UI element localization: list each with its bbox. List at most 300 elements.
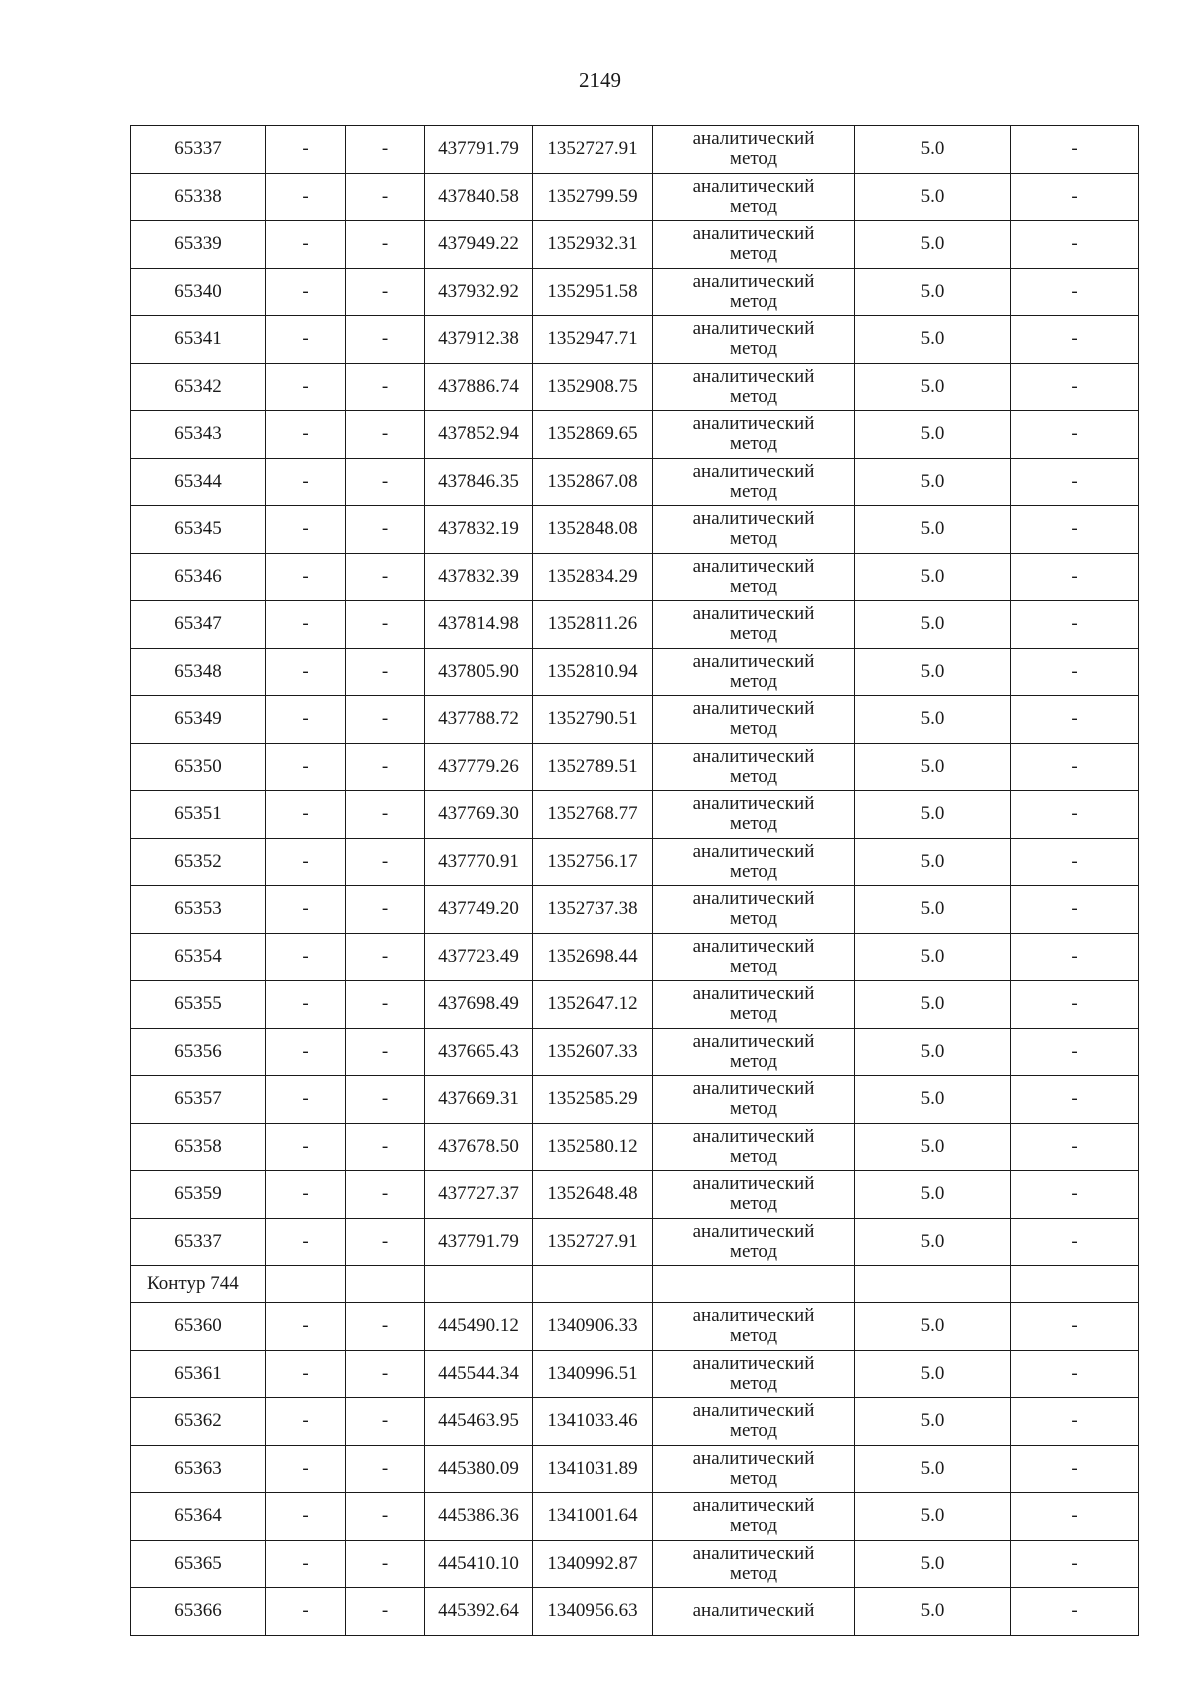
col2-cell: - [266,363,346,411]
accuracy-cell: 5.0 [855,506,1011,554]
table-row [131,1123,1139,1171]
method-line-2: метод [729,1372,778,1394]
method-cell [653,221,855,269]
accuracy-cell: 5.0 [855,1445,1011,1493]
method-line-1: аналитический [692,1600,815,1622]
y-coordinate-cell: 1352790.51 [533,696,653,744]
method-line-2: метод [729,1098,778,1120]
method-cell [653,1540,855,1588]
x-coordinate-cell: 437805.90 [425,648,533,696]
col2-cell: - [266,1303,346,1351]
col2-cell: - [266,126,346,174]
col3-cell: - [346,1493,425,1541]
x-coordinate-cell: 437698.49 [425,981,533,1029]
y-coordinate-cell: 1352834.29 [533,553,653,601]
table-row [131,268,1139,316]
method-cell [653,791,855,839]
last-col-cell: - [1011,316,1139,364]
method-line-1: аналитический [692,603,815,625]
accuracy-cell: 5.0 [855,126,1011,174]
y-coordinate-cell: 1352580.12 [533,1123,653,1171]
col2-cell: - [266,1171,346,1219]
method-line-1: аналитический [692,1400,815,1422]
table-row [131,981,1139,1029]
contour-label: Контур 744 [131,1266,266,1303]
last-col-cell: - [1011,886,1139,934]
y-coordinate-cell: 1352607.33 [533,1028,653,1076]
method-cell [653,886,855,934]
accuracy-cell: 5.0 [855,1398,1011,1446]
x-coordinate-cell: 445392.64 [425,1588,533,1636]
col3-cell: - [346,743,425,791]
accuracy-cell: 5.0 [855,1123,1011,1171]
method-line-2: метод [729,290,778,312]
page-number: 2149 [579,68,621,92]
method-line-1: аналитический [692,745,815,767]
last-col-cell: - [1011,1076,1139,1124]
point-id-cell: 65360 [131,1303,266,1351]
col2-cell: - [266,1028,346,1076]
col2-cell: - [266,173,346,221]
method-cell [653,553,855,601]
col3-cell: - [346,696,425,744]
method-cell [653,1398,855,1446]
method-cell [653,316,855,364]
table-row [131,553,1139,601]
x-coordinate-cell: 437749.20 [425,886,533,934]
method-line-2: метод [729,575,778,597]
empty-cell [346,1266,425,1303]
accuracy-cell: 5.0 [855,553,1011,601]
empty-cell [266,1266,346,1303]
method-line-1: аналитический [692,1220,815,1242]
x-coordinate-cell: 437932.92 [425,268,533,316]
x-coordinate-cell: 437791.79 [425,126,533,174]
point-id-cell: 65345 [131,506,266,554]
col3-cell: - [346,1303,425,1351]
accuracy-cell: 5.0 [855,268,1011,316]
x-coordinate-cell: 437769.30 [425,791,533,839]
y-coordinate-cell: 1341031.89 [533,1445,653,1493]
col3-cell: - [346,933,425,981]
method-line-2: метод [729,528,778,550]
point-id-cell: 65353 [131,886,266,934]
x-coordinate-cell: 445463.95 [425,1398,533,1446]
col2-cell: - [266,1493,346,1541]
point-id-cell: 65338 [131,173,266,221]
last-col-cell: - [1011,221,1139,269]
empty-cell [533,1266,653,1303]
col3-cell: - [346,411,425,459]
table-row [131,506,1139,554]
col3-cell: - [346,1171,425,1219]
x-coordinate-cell: 437886.74 [425,363,533,411]
col2-cell: - [266,316,346,364]
accuracy-cell: 5.0 [855,411,1011,459]
point-id-cell: 65365 [131,1540,266,1588]
method-line-1: аналитический [692,1352,815,1374]
method-line-1: аналитический [692,1125,815,1147]
col2-cell: - [266,648,346,696]
accuracy-cell: 5.0 [855,458,1011,506]
point-id-cell: 65343 [131,411,266,459]
method-line-2: метод [729,1193,778,1215]
col2-cell: - [266,743,346,791]
method-line-1: аналитический [692,365,815,387]
accuracy-cell: 5.0 [855,173,1011,221]
col2-cell: - [266,933,346,981]
col3-cell: - [346,1076,425,1124]
accuracy-cell: 5.0 [855,601,1011,649]
method-cell [653,1028,855,1076]
point-id-cell: 65363 [131,1445,266,1493]
y-coordinate-cell: 1341001.64 [533,1493,653,1541]
method-line-1: аналитический [692,793,815,815]
x-coordinate-cell: 437846.35 [425,458,533,506]
table-row [131,1218,1139,1266]
accuracy-cell: 5.0 [855,933,1011,981]
point-id-cell: 65347 [131,601,266,649]
method-line-2: метод [729,1050,778,1072]
col2-cell: - [266,411,346,459]
accuracy-cell: 5.0 [855,1171,1011,1219]
point-id-cell: 65340 [131,268,266,316]
y-coordinate-cell: 1352869.65 [533,411,653,459]
x-coordinate-cell: 437665.43 [425,1028,533,1076]
col3-cell: - [346,553,425,601]
y-coordinate-cell: 1341033.46 [533,1398,653,1446]
accuracy-cell: 5.0 [855,1350,1011,1398]
method-line-2: метод [729,1145,778,1167]
last-col-cell: - [1011,1171,1139,1219]
method-cell [653,981,855,1029]
x-coordinate-cell: 437669.31 [425,1076,533,1124]
y-coordinate-cell: 1352867.08 [533,458,653,506]
accuracy-cell: 5.0 [855,696,1011,744]
last-col-cell: - [1011,363,1139,411]
method-line-2: метод [729,623,778,645]
last-col-cell: - [1011,601,1139,649]
col3-cell: - [346,1350,425,1398]
method-cell [653,1123,855,1171]
col3-cell: - [346,648,425,696]
table-row [131,1303,1139,1351]
last-col-cell: - [1011,1398,1139,1446]
table-row [131,363,1139,411]
accuracy-cell: 5.0 [855,886,1011,934]
col3-cell: - [346,791,425,839]
point-id-cell: 65359 [131,1171,266,1219]
y-coordinate-cell: 1352698.44 [533,933,653,981]
y-coordinate-cell: 1352908.75 [533,363,653,411]
method-line-2: метод [729,385,778,407]
method-line-1: аналитический [692,698,815,720]
method-cell [653,1303,855,1351]
last-col-cell: - [1011,1540,1139,1588]
x-coordinate-cell: 437791.79 [425,1218,533,1266]
accuracy-cell: 5.0 [855,1588,1011,1636]
method-line-2: метод [729,908,778,930]
method-line-2: метод [729,1467,778,1489]
method-line-2: метод [729,718,778,740]
table-row [131,743,1139,791]
col3-cell: - [346,601,425,649]
x-coordinate-cell: 437814.98 [425,601,533,649]
last-col-cell: - [1011,173,1139,221]
last-col-cell: - [1011,981,1139,1029]
table-row [131,648,1139,696]
col2-cell: - [266,886,346,934]
method-cell [653,1076,855,1124]
point-id-cell: 65341 [131,316,266,364]
col2-cell: - [266,838,346,886]
x-coordinate-cell: 445544.34 [425,1350,533,1398]
method-cell [653,458,855,506]
col2-cell: - [266,221,346,269]
col2-cell: - [266,1076,346,1124]
method-line-1: аналитический [692,460,815,482]
last-col-cell: - [1011,1493,1139,1541]
last-col-cell: - [1011,268,1139,316]
table-row [131,1350,1139,1398]
method-line-1: аналитический [692,413,815,435]
method-line-1: аналитический [692,650,815,672]
method-line-2: метод [729,1325,778,1347]
col3-cell: - [346,1398,425,1446]
method-line-2: метод [729,1515,778,1537]
table-row [131,696,1139,744]
table-row [131,316,1139,364]
x-coordinate-cell: 437852.94 [425,411,533,459]
col3-cell: - [346,1445,425,1493]
point-id-cell: 65361 [131,1350,266,1398]
point-id-cell: 65337 [131,1218,266,1266]
method-cell [653,506,855,554]
method-cell [653,268,855,316]
col2-cell: - [266,553,346,601]
point-id-cell: 65354 [131,933,266,981]
point-id-cell: 65337 [131,126,266,174]
method-line-1: аналитический [692,270,815,292]
col3-cell: - [346,363,425,411]
accuracy-cell: 5.0 [855,743,1011,791]
method-line-1: аналитический [692,1495,815,1517]
method-line-2: метод [729,480,778,502]
method-line-2: метод [729,765,778,787]
method-line-1: аналитический [692,1447,815,1469]
col2-cell: - [266,791,346,839]
y-coordinate-cell: 1352768.77 [533,791,653,839]
col2-cell: - [266,506,346,554]
accuracy-cell: 5.0 [855,791,1011,839]
x-coordinate-cell: 445380.09 [425,1445,533,1493]
method-line-2: метод [729,1003,778,1025]
col3-cell: - [346,458,425,506]
table-row [131,838,1139,886]
last-col-cell: - [1011,933,1139,981]
last-col-cell: - [1011,838,1139,886]
y-coordinate-cell: 1352727.91 [533,126,653,174]
accuracy-cell: 5.0 [855,648,1011,696]
method-line-1: аналитический [692,175,815,197]
table-row [131,1588,1139,1636]
col2-cell: - [266,981,346,1029]
point-id-cell: 65351 [131,791,266,839]
y-coordinate-cell: 1352951.58 [533,268,653,316]
col3-cell: - [346,126,425,174]
method-cell [653,1493,855,1541]
x-coordinate-cell: 445490.12 [425,1303,533,1351]
method-cell [653,933,855,981]
last-col-cell: - [1011,411,1139,459]
method-line-2: метод [729,1562,778,1584]
point-id-cell: 65364 [131,1493,266,1541]
table-row [131,126,1139,174]
last-col-cell: - [1011,1028,1139,1076]
col2-cell: - [266,1218,346,1266]
point-id-cell: 65349 [131,696,266,744]
x-coordinate-cell: 445410.10 [425,1540,533,1588]
y-coordinate-cell: 1352789.51 [533,743,653,791]
point-id-cell: 65352 [131,838,266,886]
col3-cell: - [346,981,425,1029]
empty-cell [425,1266,533,1303]
col2-cell: - [266,268,346,316]
method-line-2: метод [729,670,778,692]
col3-cell: - [346,1218,425,1266]
table-row [131,1076,1139,1124]
last-col-cell: - [1011,1588,1139,1636]
last-col-cell: - [1011,648,1139,696]
col2-cell: - [266,1588,346,1636]
method-cell [653,1350,855,1398]
table-row [131,791,1139,839]
y-coordinate-cell: 1352727.91 [533,1218,653,1266]
col3-cell: - [346,1028,425,1076]
last-col-cell: - [1011,553,1139,601]
col3-cell: - [346,1588,425,1636]
last-col-cell: - [1011,791,1139,839]
col3-cell: - [346,221,425,269]
empty-cell [1011,1266,1139,1303]
point-id-cell: 65356 [131,1028,266,1076]
col3-cell: - [346,268,425,316]
method-line-1: аналитический [692,840,815,862]
y-coordinate-cell: 1352585.29 [533,1076,653,1124]
last-col-cell: - [1011,1445,1139,1493]
method-cell [653,173,855,221]
x-coordinate-cell: 437788.72 [425,696,533,744]
table-row [131,1540,1139,1588]
method-line-2: метод [729,338,778,360]
col2-cell: - [266,1398,346,1446]
method-line-2: метод [729,433,778,455]
col2-cell: - [266,1540,346,1588]
y-coordinate-cell: 1352647.12 [533,981,653,1029]
point-id-cell: 65342 [131,363,266,411]
empty-cell [855,1266,1011,1303]
table-row [131,221,1139,269]
table-row [131,173,1139,221]
point-id-cell: 65366 [131,1588,266,1636]
x-coordinate-cell: 437678.50 [425,1123,533,1171]
method-line-1: аналитический [692,1173,815,1195]
accuracy-cell: 5.0 [855,363,1011,411]
col3-cell: - [346,1540,425,1588]
y-coordinate-cell: 1352848.08 [533,506,653,554]
method-line-1: аналитический [692,888,815,910]
method-line-2: метод [729,195,778,217]
method-line-1: аналитический [692,983,815,1005]
method-line-2: метод [729,243,778,265]
point-id-cell: 65339 [131,221,266,269]
last-col-cell: - [1011,1350,1139,1398]
y-coordinate-cell: 1352811.26 [533,601,653,649]
method-line-2: метод [729,813,778,835]
method-cell [653,1171,855,1219]
col2-cell: - [266,1445,346,1493]
accuracy-cell: 5.0 [855,1493,1011,1541]
table-row [131,1171,1139,1219]
y-coordinate-cell: 1352756.17 [533,838,653,886]
y-coordinate-cell: 1340992.87 [533,1540,653,1588]
last-col-cell: - [1011,743,1139,791]
point-id-cell: 65362 [131,1398,266,1446]
x-coordinate-cell: 437723.49 [425,933,533,981]
col3-cell: - [346,1123,425,1171]
x-coordinate-cell: 437832.39 [425,553,533,601]
method-cell [653,601,855,649]
table-row [131,1398,1139,1446]
col3-cell: - [346,316,425,364]
point-id-cell: 65357 [131,1076,266,1124]
x-coordinate-cell: 437840.58 [425,173,533,221]
method-line-1: аналитический [692,128,815,150]
accuracy-cell: 5.0 [855,1028,1011,1076]
x-coordinate-cell: 437779.26 [425,743,533,791]
y-coordinate-cell: 1340956.63 [533,1588,653,1636]
x-coordinate-cell: 437912.38 [425,316,533,364]
col3-cell: - [346,838,425,886]
last-col-cell: - [1011,506,1139,554]
accuracy-cell: 5.0 [855,1076,1011,1124]
method-line-1: аналитический [692,1078,815,1100]
table-row [131,1028,1139,1076]
method-cell [653,838,855,886]
last-col-cell: - [1011,1303,1139,1351]
point-id-cell: 65346 [131,553,266,601]
point-id-cell: 65350 [131,743,266,791]
method-line-1: аналитический [692,223,815,245]
col2-cell: - [266,458,346,506]
accuracy-cell: 5.0 [855,1303,1011,1351]
y-coordinate-cell: 1352810.94 [533,648,653,696]
table-row [131,1493,1139,1541]
method-line-1: аналитический [692,935,815,957]
table-row [131,601,1139,649]
accuracy-cell: 5.0 [855,981,1011,1029]
accuracy-cell: 5.0 [855,316,1011,364]
col3-cell: - [346,506,425,554]
col2-cell: - [266,1123,346,1171]
last-col-cell: - [1011,458,1139,506]
y-coordinate-cell: 1352799.59 [533,173,653,221]
col2-cell: - [266,601,346,649]
table-row [131,1445,1139,1493]
table-body [131,126,1139,1636]
method-cell [653,1445,855,1493]
y-coordinate-cell: 1352648.48 [533,1171,653,1219]
